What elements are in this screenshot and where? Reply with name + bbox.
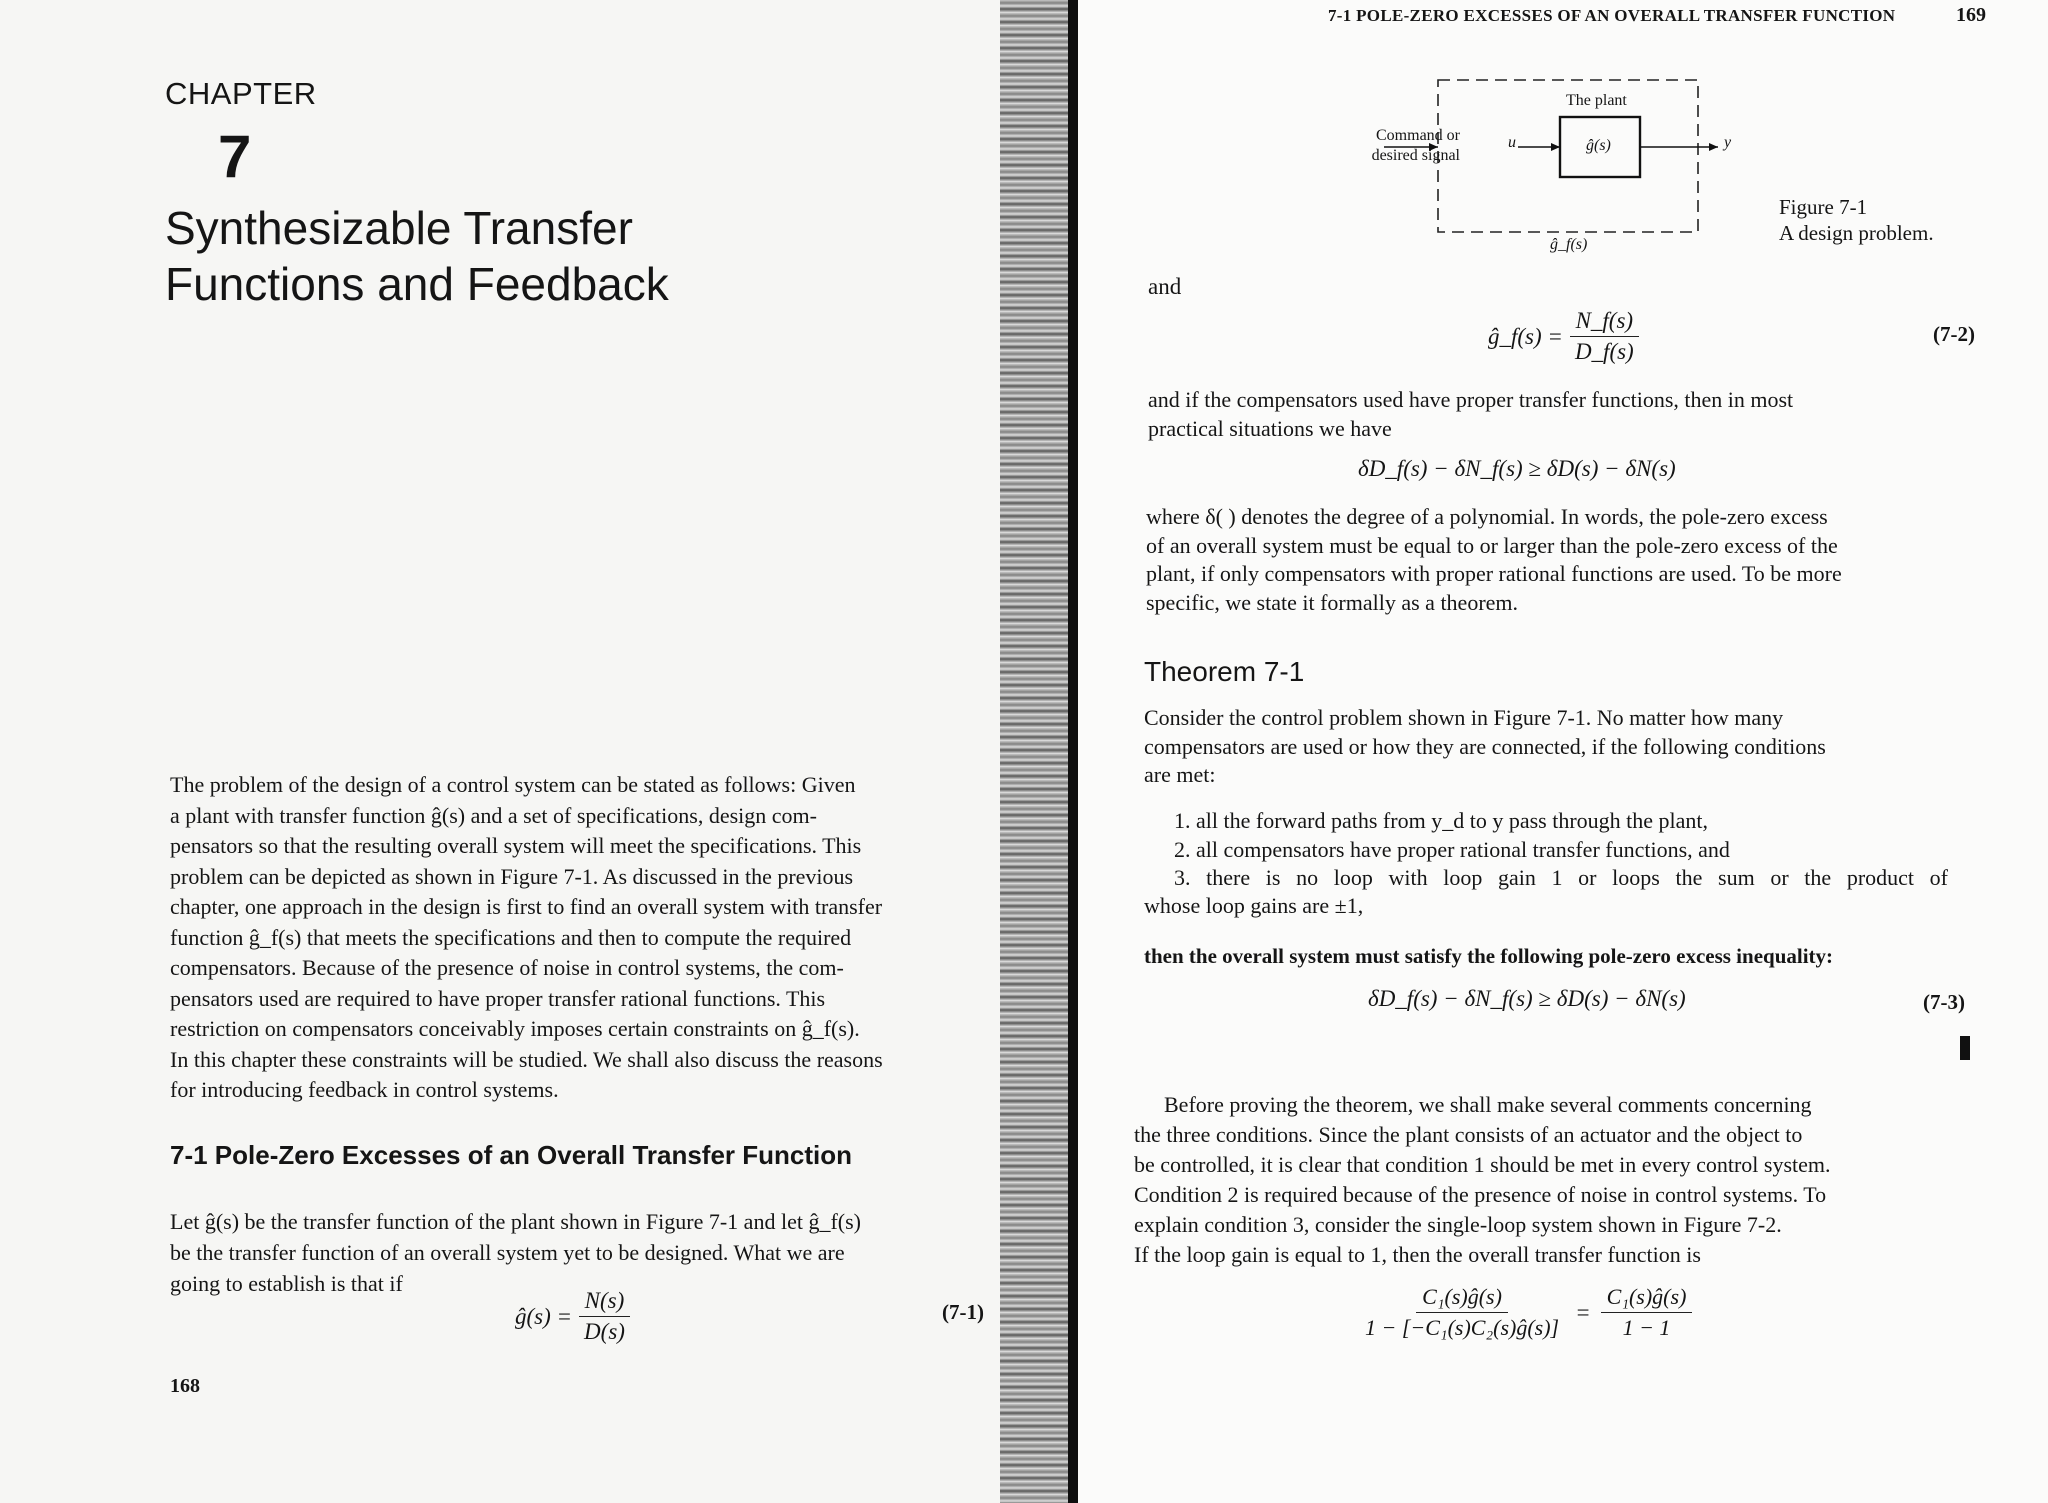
list-item: 3. there is no loop with loop gain 1 or loops the sum or the product of — [1174, 865, 1948, 890]
equation-numerator: N_f(s) — [1570, 308, 1640, 337]
text-line: be controlled, it is clear that condition 1 should be met in every control system. — [1134, 1152, 1831, 1177]
text-line: and if the compensators used have proper transfer functions, then in most — [1148, 387, 1794, 412]
text-line: Let ĝ(s) be the transfer function of the plant shown in Figure 7-1 and let ĝ_f(s) — [170, 1209, 861, 1234]
text-line: restriction on compensators conceivably imposes certain constraints on ĝ_f(s). — [170, 1016, 860, 1041]
chapter-number: 7 — [218, 123, 252, 190]
text-line: be the transfer function of an overall system yet to be designed. What we are — [170, 1240, 845, 1265]
input-label-line: Command or — [1376, 127, 1460, 144]
condition-continuation: whose loop gains are ±1, — [1144, 893, 1364, 918]
text-line: Consider the control problem shown in Figure 7-1. No matter how many — [1144, 705, 1784, 730]
chapter-title — [165, 200, 669, 312]
right-page — [1078, 0, 2048, 1503]
equation-7-1 — [515, 1288, 637, 1345]
equation-denominator: D(s) — [584, 1319, 625, 1344]
equation-lhs: ĝ_f(s) = — [1488, 323, 1563, 349]
caption-number: Figure 7-1 — [1779, 195, 1868, 219]
chapter-title-line: Synthesizable Transfer — [165, 202, 633, 254]
text-line: If the loop gain is equal to 1, then the overall transfer function is — [1134, 1242, 1701, 1267]
input-label-line: desired signal — [1371, 147, 1460, 164]
page-number: 169 — [1956, 4, 1986, 26]
equation-7-2 — [1488, 308, 1646, 365]
equation-number: (7-3) — [1923, 990, 1965, 1014]
text-line: chapter, one approach in the design is first to find an overall system with transfer — [170, 894, 883, 919]
text-line: where δ( ) denotes the degree of a polynomial. In words, the pole-zero excess — [1146, 504, 1828, 529]
text-line: function ĝ_f(s) that meets the specifications and then to compute the required — [170, 924, 852, 950]
plant-label: The plant — [1566, 92, 1627, 109]
figure-caption — [1779, 194, 1934, 246]
section-paragraph — [170, 1206, 996, 1299]
u-arrow — [1551, 143, 1560, 151]
text-line: going to establish is that if — [170, 1271, 403, 1296]
text-line: Condition 2 is required because of the presence of noise in control systems. To — [1134, 1182, 1827, 1207]
text-line: explain condition 3, consider the single-loop system shown in Figure 7-2. — [1134, 1212, 1782, 1237]
list-item: 1. all the forward paths from y_d to y pass through the plant, — [1174, 808, 1709, 833]
equation-number: (7-2) — [1933, 322, 1975, 346]
input-signal-label — [1280, 126, 1460, 166]
then-line: then the overall system must satisfy the following pole-zero excess inequality: — [1144, 944, 1834, 968]
paragraph-1 — [1148, 386, 1948, 443]
text-line: In this chapter these constraints will be studied. We shall also discuss the reasons — [170, 1046, 883, 1072]
text-line: problem can be depicted as shown in Figure 7-1. As discussed in the previous — [170, 863, 854, 889]
caption-text: A design problem. — [1779, 221, 1934, 245]
running-head: 7-1 POLE-ZERO EXCESSES OF AN OVERALL TRANSFER FUNCTION — [1328, 6, 1896, 25]
equation-denominator: 1 − [−C₁(s)C₂(s)ĝ(s)] — [1365, 1315, 1560, 1340]
text-line: pensators used are required to have proper transfer rational functions. This — [170, 985, 826, 1011]
equation-numerator: N(s) — [579, 1288, 631, 1317]
chapter-label: CHAPTER — [165, 76, 317, 111]
text-line: specific, we state it formally as a theorem. — [1146, 589, 1519, 615]
chapter-title-line: Functions and Feedback — [165, 258, 669, 310]
intro-paragraph — [170, 770, 996, 1106]
text-line: pensators so that the resulting overall system will meet the specifications. This — [170, 833, 862, 858]
block-transfer-label: ĝ(s) — [1586, 137, 1611, 154]
text-line: are met: — [1144, 762, 1216, 787]
page-number: 168 — [170, 1375, 200, 1397]
equation-numerator: C₁(s)ĝ(s) — [1601, 1284, 1693, 1313]
text-line: Before proving the theorem, we shall make several comments concerning — [1164, 1092, 1812, 1117]
conditions-list — [1174, 807, 1948, 893]
text-line: a plant with transfer function ĝ(s) and a set of specifications, design com- — [170, 802, 817, 828]
theorem-title: Theorem 7-1 — [1144, 656, 1305, 687]
output-arrow — [1709, 143, 1718, 151]
text-line: compensators. Because of the presence of noise in control systems, the com- — [170, 955, 844, 980]
inequality: δD_f(s) − δN_f(s) ≥ δD(s) − δN(s) — [1368, 986, 1686, 1011]
equation-denominator: D_f(s) — [1574, 339, 1634, 364]
text-line: The problem of the design of a control system can be stated as follows: Given — [170, 772, 856, 797]
equation-numerator: C₁(s)ĝ(s) — [1416, 1284, 1508, 1313]
equation-denominator: 1 − 1 — [1622, 1315, 1671, 1340]
theorem-statement — [1144, 704, 1948, 790]
page-gutter-shadow — [1000, 0, 1078, 1503]
equation-number: (7-1) — [942, 1300, 984, 1324]
text-line: practical situations we have — [1148, 415, 1392, 441]
text-line: compensators are used or how they are connected, if the following conditions — [1144, 733, 1826, 759]
paragraph-3 — [1134, 1090, 1938, 1270]
and-text: and — [1148, 274, 1182, 299]
equation-single-loop — [1353, 1284, 1698, 1341]
text-line: plant, if only compensators with proper rational functions are used. To be more — [1146, 561, 1842, 586]
inequality: δD_f(s) − δN_f(s) ≥ δD(s) − δN(s) — [1358, 456, 1676, 481]
paragraph-2 — [1146, 503, 1948, 617]
equals-sign: = — [1575, 1299, 1591, 1325]
overall-transfer-label: ĝ_f(s) — [1550, 236, 1588, 253]
equation-lhs: ĝ(s) = — [515, 1303, 573, 1329]
text-line: of an overall system must be equal to or larger than the pole-zero excess of the — [1146, 532, 1838, 558]
text-line: the three conditions. Since the plant consists of an actuator and the object to — [1134, 1122, 1803, 1147]
list-item: 2. all compensators have proper rational transfer functions, and — [1174, 836, 1730, 862]
section-heading: 7-1 Pole-Zero Excesses of an Overall Transfer Function — [170, 1140, 853, 1170]
y-label: y — [1724, 134, 1732, 151]
text-line: for introducing feedback in control systems. — [170, 1077, 559, 1102]
u-label: u — [1508, 134, 1516, 151]
end-of-proof-mark — [1960, 1036, 1970, 1060]
